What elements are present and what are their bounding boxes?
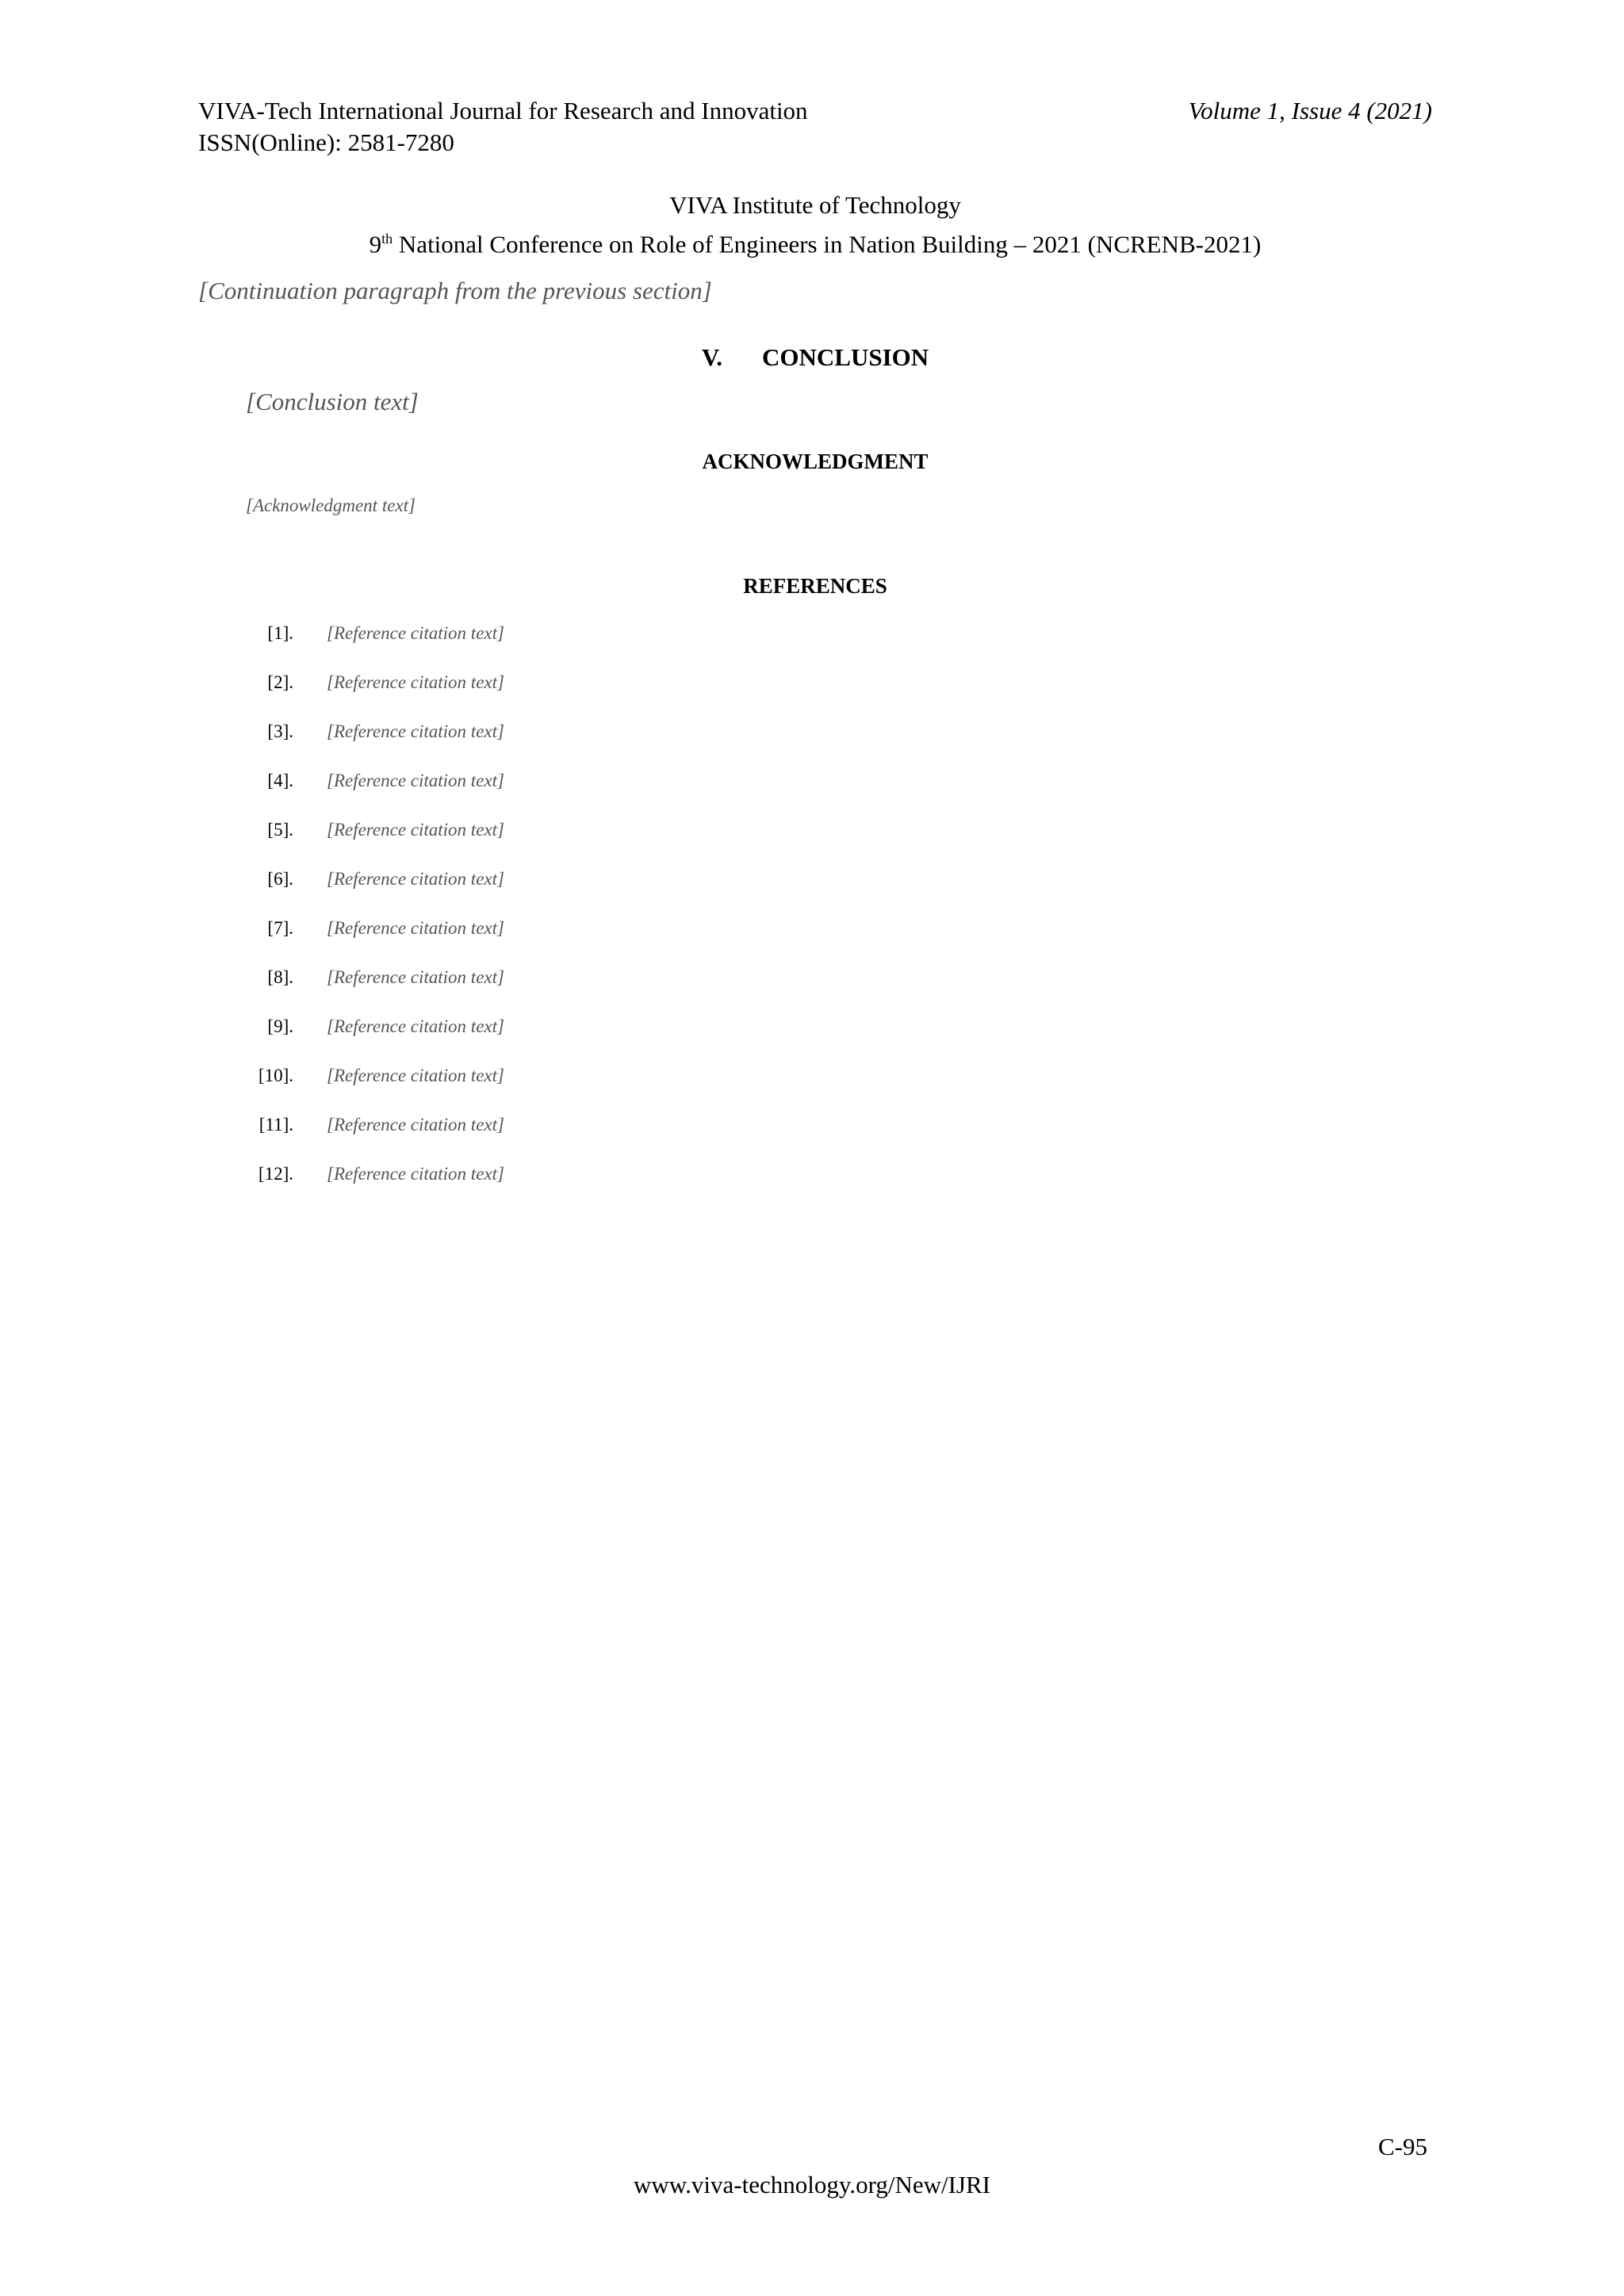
journal-name: VIVA-Tech International Journal for Research and Innovation [198,97,808,124]
conference-block [198,189,1432,261]
reference-number: [11]. [259,1115,293,1135]
page-number: C-95 [1378,2133,1427,2160]
reference-item [198,1112,1432,1138]
reference-item [198,719,1432,744]
reference-number: [9]. [267,1016,293,1037]
reference-item [198,867,1432,892]
institute-name: VIVA Institute of Technology [669,191,961,219]
reference-text: [Reference citation text] [327,623,504,644]
reference-number: [4]. [267,771,293,791]
reference-list [198,621,1432,1187]
reference-item [198,768,1432,794]
reference-text: [Reference citation text] [327,1115,504,1135]
reference-text: [Reference citation text] [327,771,504,791]
reference-item [198,965,1432,990]
footer-url: www.viva-technology.org/New/IJRI [634,2171,990,2198]
page-content [198,95,1432,1211]
reference-number: [12]. [258,1164,293,1184]
reference-text: [Reference citation text] [327,672,504,693]
reference-item [198,817,1432,843]
references-heading: REFERENCES [743,574,887,599]
reference-text: [Reference citation text] [327,869,504,890]
reference-text: [Reference citation text] [327,918,504,939]
conclusion-paragraph: [Conclusion text] [246,388,419,416]
conference-name: 9th National Conference on Role of Engineers in Nation Building – 2021 (NCRENB-2021) [369,230,1262,258]
issn: ISSN(Online): 2581-7280 [198,128,454,156]
acknowledgment-paragraph: [Acknowledgment text] [246,496,416,516]
reference-number: [10]. [258,1066,293,1086]
reference-item [198,916,1432,941]
reference-item [198,1014,1432,1039]
reference-number: [1]. [267,623,293,644]
reference-text: [Reference citation text] [327,1066,504,1086]
volume-issue: Volume 1, Issue 4 (2021) [1188,97,1432,124]
reference-number: [8]. [267,967,293,988]
page-header [198,95,1432,159]
reference-number: [3]. [267,721,293,742]
reference-text: [Reference citation text] [327,820,504,840]
acknowledgment-heading: ACKNOWLEDGMENT [702,450,929,474]
reference-number: [5]. [267,820,293,840]
reference-text: [Reference citation text] [327,967,504,988]
reference-number: [6]. [267,869,293,890]
reference-number: [2]. [267,672,293,693]
intro-paragraph: [Continuation paragraph from the previous section] [198,277,712,305]
reference-text: [Reference citation text] [327,1016,504,1037]
reference-text: [Reference citation text] [327,721,504,742]
reference-number: [7]. [267,918,293,939]
reference-text: [Reference citation text] [327,1164,504,1184]
conclusion-heading: V. CONCLUSION [701,343,929,372]
reference-item [198,621,1432,646]
reference-item [198,670,1432,695]
reference-item [198,1161,1432,1187]
reference-item [198,1063,1432,1089]
